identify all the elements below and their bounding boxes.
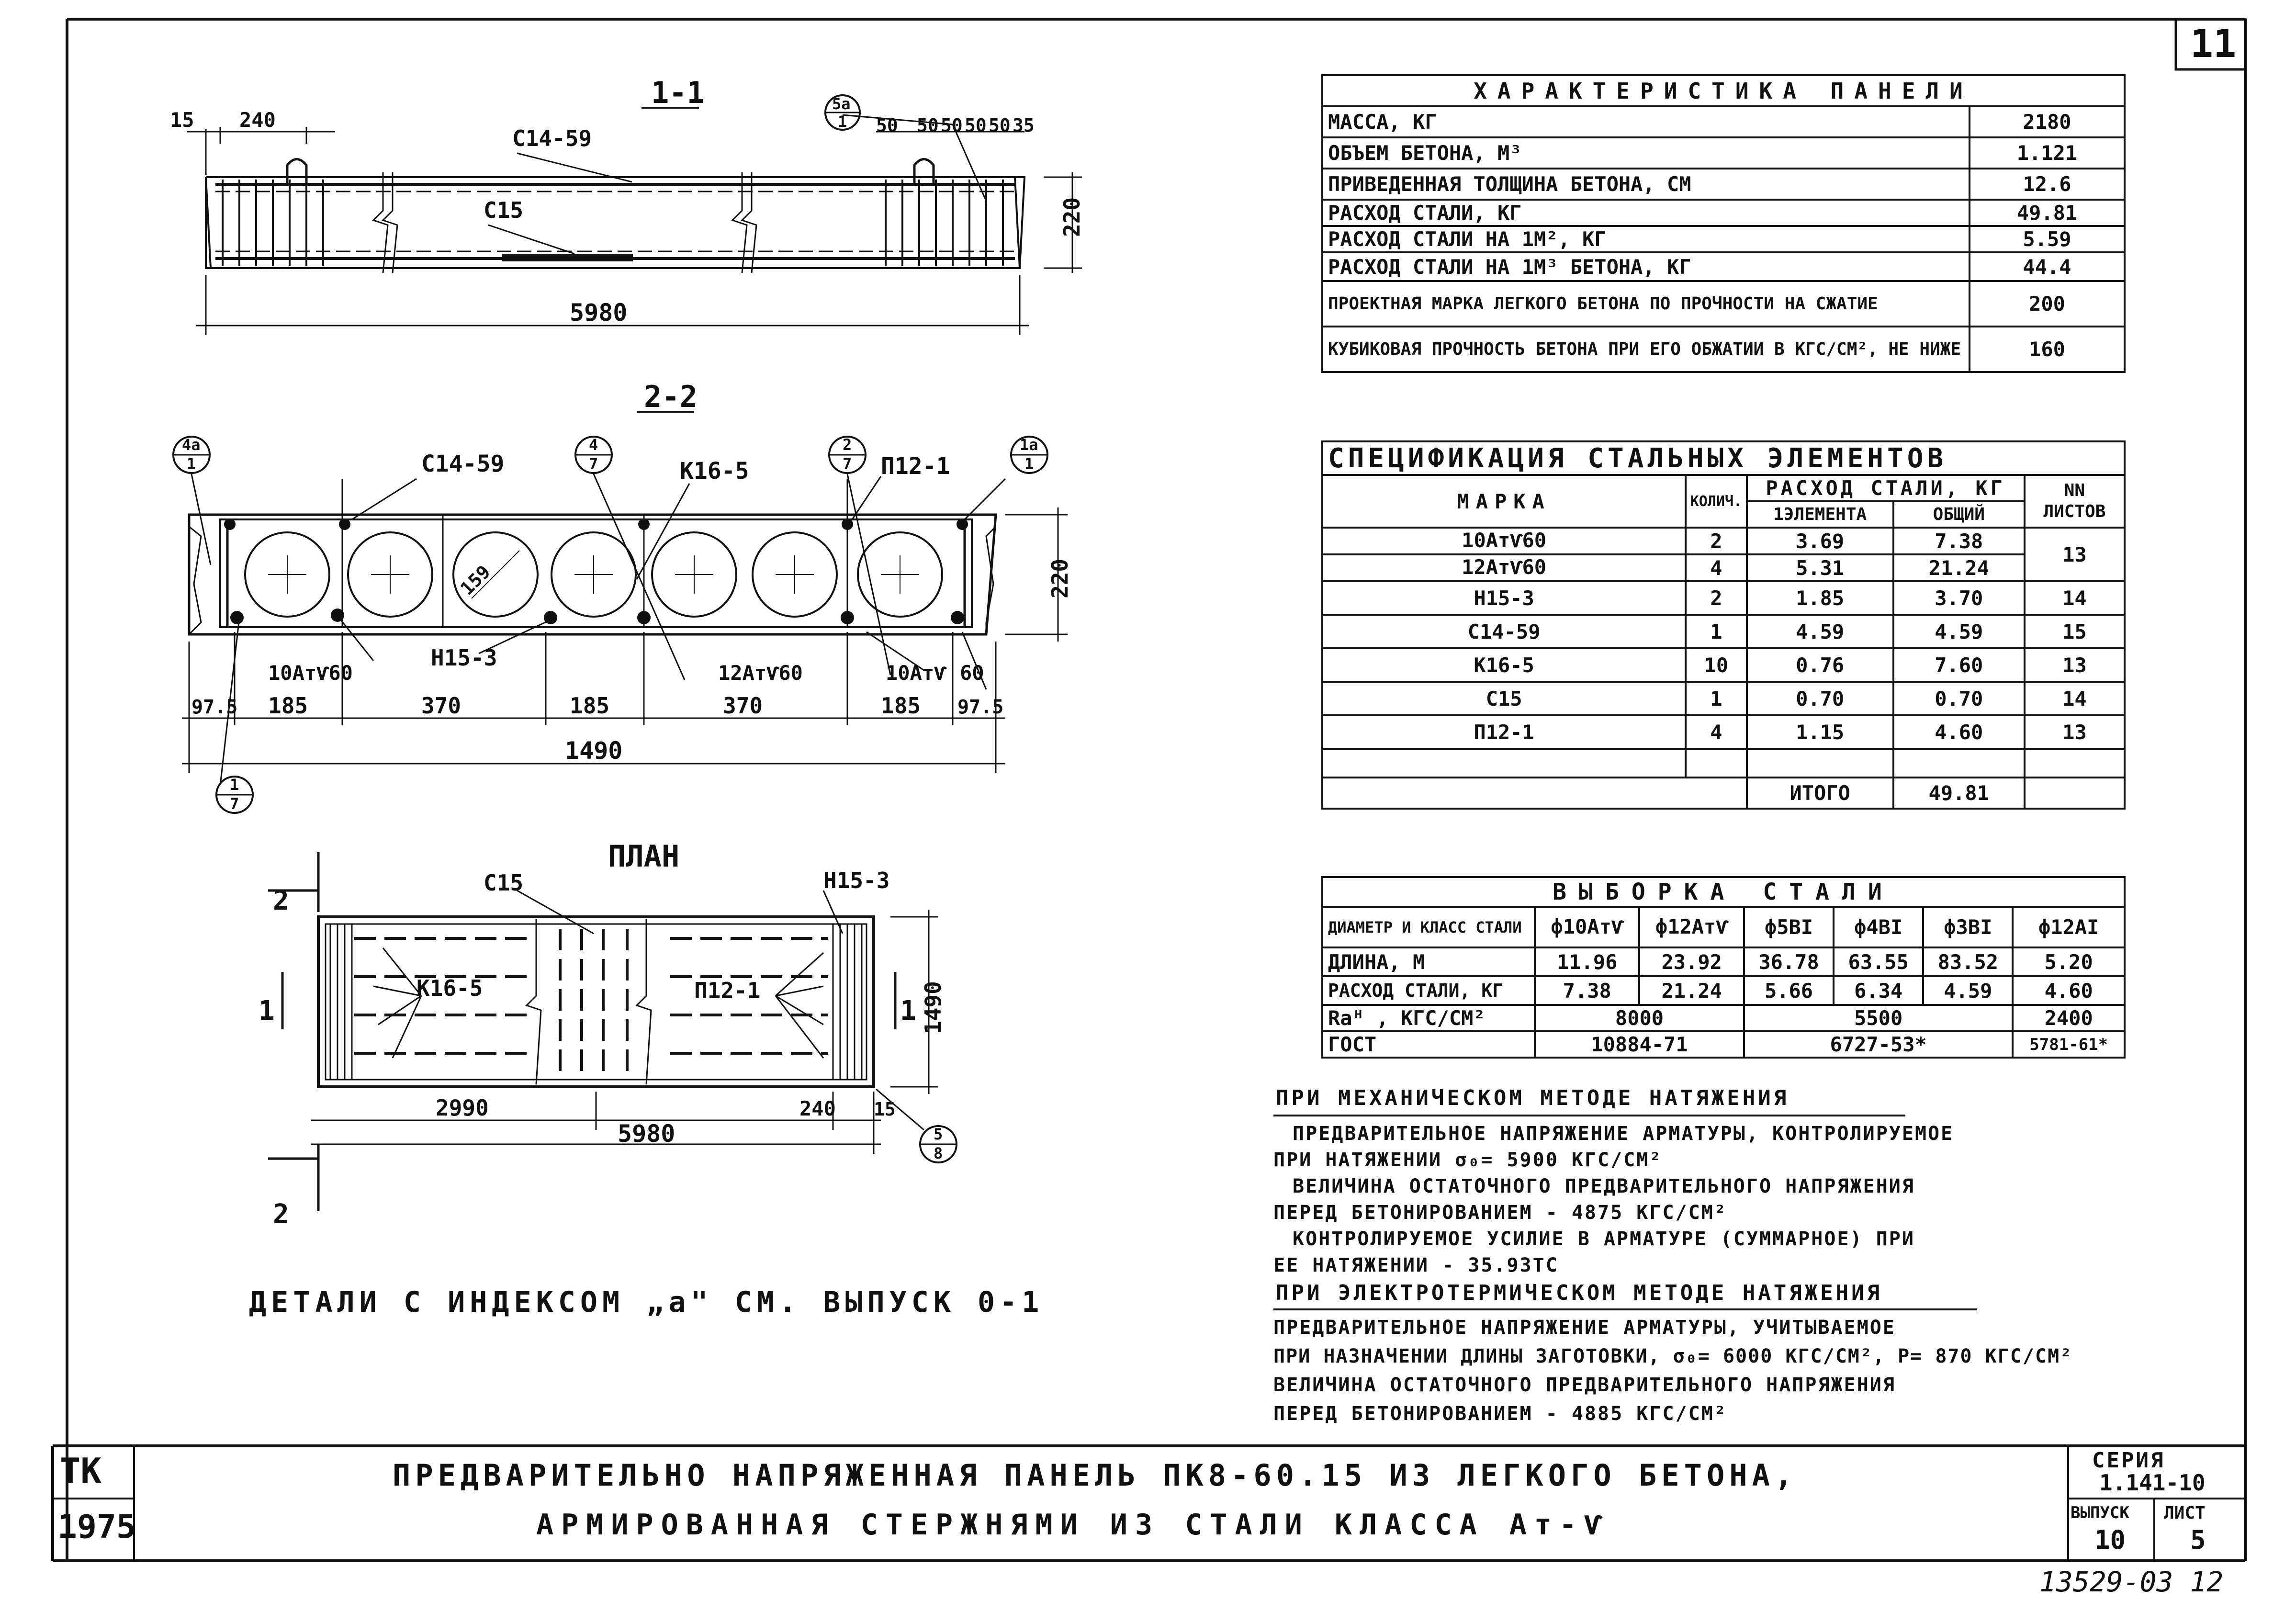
- steel-selection-table: [1321, 876, 2126, 1059]
- label-k16-5: К16-5: [680, 458, 749, 485]
- plan-callout-top: 5: [934, 1125, 943, 1143]
- title-block-line2: АРМИРОВАННАЯ СТЕРЖНЯМИ ИЗ СТАЛИ КЛАССА Ат-Ѵ: [536, 1508, 1609, 1542]
- sheet-number: 11: [2190, 22, 2237, 66]
- characteristics-title: ХАРАКТЕРИСТИКА ПАНЕЛИ: [1322, 75, 2125, 106]
- spec-row-qty: 4: [1686, 715, 1746, 749]
- steel-col: ф10АтѴ: [1535, 907, 1639, 947]
- characteristics-table: [1321, 74, 2126, 373]
- dim-50-d: 50: [965, 115, 987, 136]
- label-diameter-159: 159: [456, 561, 495, 599]
- title-block-sheet-value: 5: [2190, 1525, 2206, 1555]
- steel-gost: 5781-61*: [2013, 1031, 2125, 1058]
- spec-row-qty: 2: [1686, 581, 1746, 615]
- spec-row-qty: 4: [1686, 554, 1746, 581]
- dim-370-a: 370: [421, 693, 461, 719]
- spec-empty-cell: [1322, 749, 1686, 778]
- steel-length: 5.20: [2013, 947, 2125, 976]
- spec-header-mark: МАРКА: [1322, 475, 1686, 528]
- callout-2-bottom: 7: [843, 455, 852, 473]
- notes-elec-line: ПРЕДВАРИТЕЛЬНОЕ НАПРЯЖЕНИЕ АРМАТУРЫ, УЧИТЫВАЕМОЕ: [1273, 1317, 1896, 1339]
- dim-15: 15: [170, 108, 194, 132]
- dim-97-5-right: 97.5: [957, 696, 1004, 718]
- steel-mass: 21.24: [1639, 976, 1744, 1005]
- spec-total-label: ИТОГО: [1747, 778, 1893, 809]
- spec-header-steel: РАСХОД СТАЛИ, КГ: [1747, 475, 2025, 501]
- char-value: 44.4: [1970, 252, 2125, 281]
- notes-elec-title: ПРИ ЭЛЕКТРОТЕРМИЧЕСКОМ МЕТОДЕ НАТЯЖЕНИЯ: [1276, 1281, 1883, 1305]
- spec-header-per-element: 1ЭЛЕМЕНТА: [1747, 501, 1893, 528]
- steel-length: 83.52: [1923, 947, 2013, 976]
- spec-row-mark: К16-5: [1322, 648, 1686, 682]
- callout-4a-top: 4а: [182, 436, 201, 454]
- dim-370-b: 370: [723, 693, 763, 719]
- char-label: ПРИВЕДЕННАЯ ТОЛЩИНА БЕТОНА, СМ: [1322, 169, 1970, 200]
- spec-row-mark: С14-59: [1322, 615, 1686, 648]
- spec-empty-cell: [1322, 778, 1747, 809]
- notes-elec-line: ПРИ НАЗНАЧЕНИИ ДЛИНЫ ЗАГОТОВКИ, σ₀= 6000 КГС/СМ², Р= 870 КГС/СМ²: [1273, 1345, 2073, 1367]
- label-p12-1: П12-1: [881, 453, 950, 480]
- steel-length: 36.78: [1744, 947, 1834, 976]
- steel-mass-label: РАСХОД СТАЛИ, КГ: [1322, 976, 1535, 1005]
- callout-1-bottom: 7: [230, 795, 239, 813]
- section-2-2-rebar-dots: [224, 518, 968, 624]
- callout-5a-top: 5а: [832, 95, 851, 113]
- label-60: 60: [960, 661, 984, 685]
- spec-total-value: 49.81: [1893, 778, 2025, 809]
- notes-mech-line: КОНТРОЛИРУЕМОЕ УСИЛИЕ В АРМАТУРЕ (СУММАРНОЕ) ПРИ: [1293, 1228, 1915, 1250]
- spec-row-sheet: 14: [2025, 682, 2125, 715]
- steel-col: ф12АI: [2013, 907, 2125, 947]
- char-value: 12.6: [1970, 169, 2125, 200]
- plan-dim-15: 15: [874, 1099, 896, 1120]
- dim-50-e: 50: [989, 115, 1011, 136]
- label-c15: С15: [484, 197, 524, 223]
- steel-mass: 4.59: [1923, 976, 2013, 1005]
- char-label: РАСХОД СТАЛИ НА 1М³ БЕТОНА, КГ: [1322, 252, 1970, 281]
- spec-empty-cell: [1686, 749, 1746, 778]
- callout-2-top: 2: [843, 436, 852, 454]
- section-1-1-title: 1-1: [651, 75, 705, 110]
- inventory-number: 13529-03 12: [2039, 1566, 2224, 1598]
- char-label: РАСХОД СТАЛИ, КГ: [1322, 200, 1970, 226]
- notes-mech-line: ПЕРЕД БЕТОНИРОВАНИЕМ - 4875 КГС/СМ²: [1273, 1202, 1727, 1224]
- spec-row-per: 0.76: [1747, 648, 1893, 682]
- steel-length-label: ДЛИНА, М: [1322, 947, 1535, 976]
- steel-col: ф4ВI: [1834, 907, 1923, 947]
- plan-label-p12-1: П12-1: [694, 978, 761, 1003]
- spec-empty-cell: [2025, 749, 2125, 778]
- spec-row-per: 3.69: [1747, 528, 1893, 554]
- spec-row-qty: 1: [1686, 615, 1746, 648]
- spec-empty-cell: [2025, 778, 2125, 809]
- spec-row-per: 0.70: [1747, 682, 1893, 715]
- label-10at60: 10АтѴ60: [268, 661, 353, 685]
- notes-mech-line: ПРИ НАТЯЖЕНИИ σ₀= 5900 КГС/СМ²: [1273, 1149, 1663, 1171]
- spec-row-qty: 1: [1686, 682, 1746, 715]
- dim-35: 35: [1013, 115, 1035, 136]
- dim-185-a: 185: [268, 693, 308, 719]
- plan-label-n15-3: Н15-3: [823, 868, 890, 893]
- label-n15-3: Н15-3: [431, 645, 497, 671]
- title-block-issue-value: 10: [2094, 1525, 2126, 1555]
- steel-ra-label: Raᴴ , КГС/СМ²: [1322, 1005, 1535, 1031]
- spec-row-total: 7.38: [1893, 528, 2025, 554]
- plan-label-c15: С15: [484, 870, 524, 896]
- section-mark-2-bottom: 2: [273, 1199, 289, 1230]
- notes-mech-line: ЕЕ НАТЯЖЕНИИ - 35.93ТС: [1273, 1254, 1559, 1276]
- section-mark-1-right: 1: [900, 995, 916, 1026]
- section-mark-1-left: 1: [259, 995, 275, 1026]
- spec-row-mark: 12АтѴ60: [1322, 554, 1686, 581]
- spec-row-mark: С15: [1322, 682, 1686, 715]
- callout-5a-bottom: 1: [838, 113, 847, 131]
- char-label: МАССА, КГ: [1322, 106, 1970, 137]
- steel-col: ф12АтѴ: [1639, 907, 1744, 947]
- dim-50-a: 50: [876, 115, 898, 136]
- title-block-series-label: СЕРИЯ: [2092, 1448, 2165, 1473]
- title-block-org: ТК: [60, 1451, 101, 1491]
- steel-title: ВЫБОРКА СТАЛИ: [1322, 877, 2125, 907]
- steel-ra: 5500: [1744, 1005, 2013, 1031]
- spec-row-total: 7.60: [1893, 648, 2025, 682]
- section-2-2-text: [182, 379, 1073, 813]
- spec-row-total: 21.24: [1893, 554, 2025, 581]
- char-value: 1.121: [1970, 137, 2125, 169]
- spec-row-mark: П12-1: [1322, 715, 1686, 749]
- plan-title: ПЛАН: [608, 839, 680, 874]
- label-c14-59-2: С14-59: [421, 451, 505, 477]
- steel-mass: 4.60: [2013, 976, 2125, 1005]
- dim-50-c: 50: [941, 115, 963, 136]
- spec-row-mark: Н15-3: [1322, 581, 1686, 615]
- steel-length: 11.96: [1535, 947, 1639, 976]
- dim-240: 240: [239, 108, 276, 132]
- callout-4a-bottom: 1: [187, 455, 196, 473]
- plan-view: [268, 852, 957, 1211]
- spec-row-sheet: 15: [2025, 615, 2125, 648]
- section-mark-2-top: 2: [273, 885, 289, 916]
- steel-gost-label: ГОСТ: [1322, 1031, 1535, 1058]
- plan-dim-240: 240: [799, 1097, 836, 1120]
- dim-width-1490: 1490: [565, 737, 623, 765]
- callout-1a-top: 1а: [1020, 436, 1038, 454]
- spec-row-total: 3.70: [1893, 581, 2025, 615]
- plan-label-k16-5: К16-5: [416, 975, 483, 1001]
- spec-row-total: 4.59: [1893, 615, 2025, 648]
- char-value: 200: [1970, 281, 2125, 327]
- char-value: 5.59: [1970, 226, 2125, 252]
- title-block-line1: ПРЕДВАРИТЕЛЬНО НАПРЯЖЕННАЯ ПАНЕЛЬ ПК8-60.15 ИЗ ЛЕГКОГО БЕТОНА,: [393, 1458, 1798, 1493]
- spec-row-sheet: 14: [2025, 581, 2125, 615]
- spec-row-per: 4.59: [1747, 615, 1893, 648]
- title-block-year: 1975: [57, 1508, 136, 1546]
- label-12at60: 12АтѴ60: [718, 661, 803, 685]
- spec-row-qty: 2: [1686, 528, 1746, 554]
- steel-gost: 6727-53*: [1744, 1031, 2013, 1058]
- title-block-series-value: 1.141-10: [2099, 1470, 2206, 1496]
- char-value: 49.81: [1970, 200, 2125, 226]
- char-label: КУБИКОВАЯ ПРОЧНОСТЬ БЕТОНА ПРИ ЕГО ОБЖАТИИ В КГС/СМ², НЕ НИЖЕ: [1322, 327, 1970, 372]
- steel-ra: 2400: [2013, 1005, 2125, 1031]
- specification-title: СПЕЦИФИКАЦИЯ СТАЛЬНЫХ ЭЛЕМЕНТОВ: [1322, 441, 2125, 475]
- steel-length: 23.92: [1639, 947, 1744, 976]
- char-value: 160: [1970, 327, 2125, 372]
- char-value: 2180: [1970, 106, 2125, 137]
- steel-gost: 10884-71: [1535, 1031, 1744, 1058]
- plan-callout-bottom: 8: [934, 1144, 943, 1162]
- title-block-issue-label: ВЫПУСК: [2071, 1503, 2129, 1522]
- steel-length: 63.55: [1834, 947, 1923, 976]
- callout-1a-bottom: 1: [1024, 455, 1034, 473]
- label-10at: 10АтѴ: [886, 661, 946, 685]
- notes-elec-line: ПЕРЕД БЕТОНИРОВАНИЕМ - 4885 КГС/СМ²: [1273, 1403, 1727, 1425]
- spec-row-sheet: 13: [2025, 648, 2125, 682]
- dim-height-220: 220: [1059, 197, 1085, 237]
- dim-97-5-left: 97.5: [191, 696, 238, 718]
- steel-mass: 5.66: [1744, 976, 1834, 1005]
- steel-col: ф5ВI: [1744, 907, 1834, 947]
- notes-elec-line: ВЕЛИЧИНА ОСТАТОЧНОГО ПРЕДВАРИТЕЛЬНОГО НАПРЯЖЕНИЯ: [1273, 1374, 1896, 1396]
- callout-1-top: 1: [230, 776, 239, 794]
- dim-50-b: 50: [917, 115, 939, 136]
- spec-header-sheets: NN ЛИСТОВ: [2025, 475, 2125, 528]
- dim-185-b: 185: [570, 693, 610, 719]
- spec-row-per: 1.85: [1747, 581, 1893, 615]
- section-2-2-title: 2-2: [644, 379, 698, 414]
- spec-row-qty: 10: [1686, 648, 1746, 682]
- spec-row-total: 4.60: [1893, 715, 2025, 749]
- char-label: ПРОЕКТНАЯ МАРКА ЛЕГКОГО БЕТОНА ПО ПРОЧНОСТИ НА СЖАТИЕ: [1322, 281, 1970, 327]
- plan-dim-5980: 5980: [618, 1120, 675, 1148]
- spec-row-per: 1.15: [1747, 715, 1893, 749]
- spec-empty-cell: [1893, 749, 2025, 778]
- label-c14-59: С14-59: [512, 125, 592, 151]
- dim-length-5980: 5980: [570, 299, 628, 327]
- plan-dim-1490: 1490: [920, 981, 946, 1034]
- plan-dim-2990: 2990: [436, 1095, 489, 1121]
- spec-row-sheet: 13: [2025, 528, 2125, 581]
- notes-mech-line: ПРЕДВАРИТЕЛЬНОЕ НАПРЯЖЕНИЕ АРМАТУРЫ, КОНТРОЛИРУЕМОЕ: [1293, 1123, 1954, 1145]
- details-note: ДЕТАЛИ С ИНДЕКСОМ „а" СМ. ВЫПУСК 0-1: [249, 1285, 1044, 1319]
- spec-empty-cell: [1747, 749, 1893, 778]
- notes-mech-line: ВЕЛИЧИНА ОСТАТОЧНОГО ПРЕДВАРИТЕЛЬНОГО НАПРЯЖЕНИЯ: [1293, 1175, 1915, 1197]
- spec-row-sheet: 13: [2025, 715, 2125, 749]
- specification-table: [1321, 440, 2126, 810]
- steel-mass: 6.34: [1834, 976, 1923, 1005]
- spec-row-per: 5.31: [1747, 554, 1893, 581]
- notes-mech-title: ПРИ МЕХАНИЧЕСКОМ МЕТОДЕ НАТЯЖЕНИЯ: [1276, 1086, 1790, 1110]
- steel-header-label: ДИАМЕТР И КЛАСС СТАЛИ: [1322, 907, 1535, 947]
- callout-4-bottom: 7: [589, 455, 598, 473]
- dim-185-c: 185: [881, 693, 921, 719]
- char-label: РАСХОД СТАЛИ НА 1М², КГ: [1322, 226, 1970, 252]
- spec-row-total: 0.70: [1893, 682, 2025, 715]
- spec-row-mark: 10АтѴ60: [1322, 528, 1686, 554]
- steel-ra: 8000: [1535, 1005, 1744, 1031]
- steel-mass: 7.38: [1535, 976, 1639, 1005]
- callout-4-top: 4: [589, 436, 598, 454]
- steel-col: ф3ВI: [1923, 907, 2013, 947]
- spec-header-qty: КОЛИЧ.: [1686, 475, 1746, 528]
- dim-height-220-2: 220: [1047, 558, 1073, 598]
- title-block-sheet-label: ЛИСТ: [2164, 1503, 2206, 1523]
- char-label: ОБЪЕМ БЕТОНА, М³: [1322, 137, 1970, 169]
- spec-header-total: ОБЩИЙ: [1893, 501, 2025, 528]
